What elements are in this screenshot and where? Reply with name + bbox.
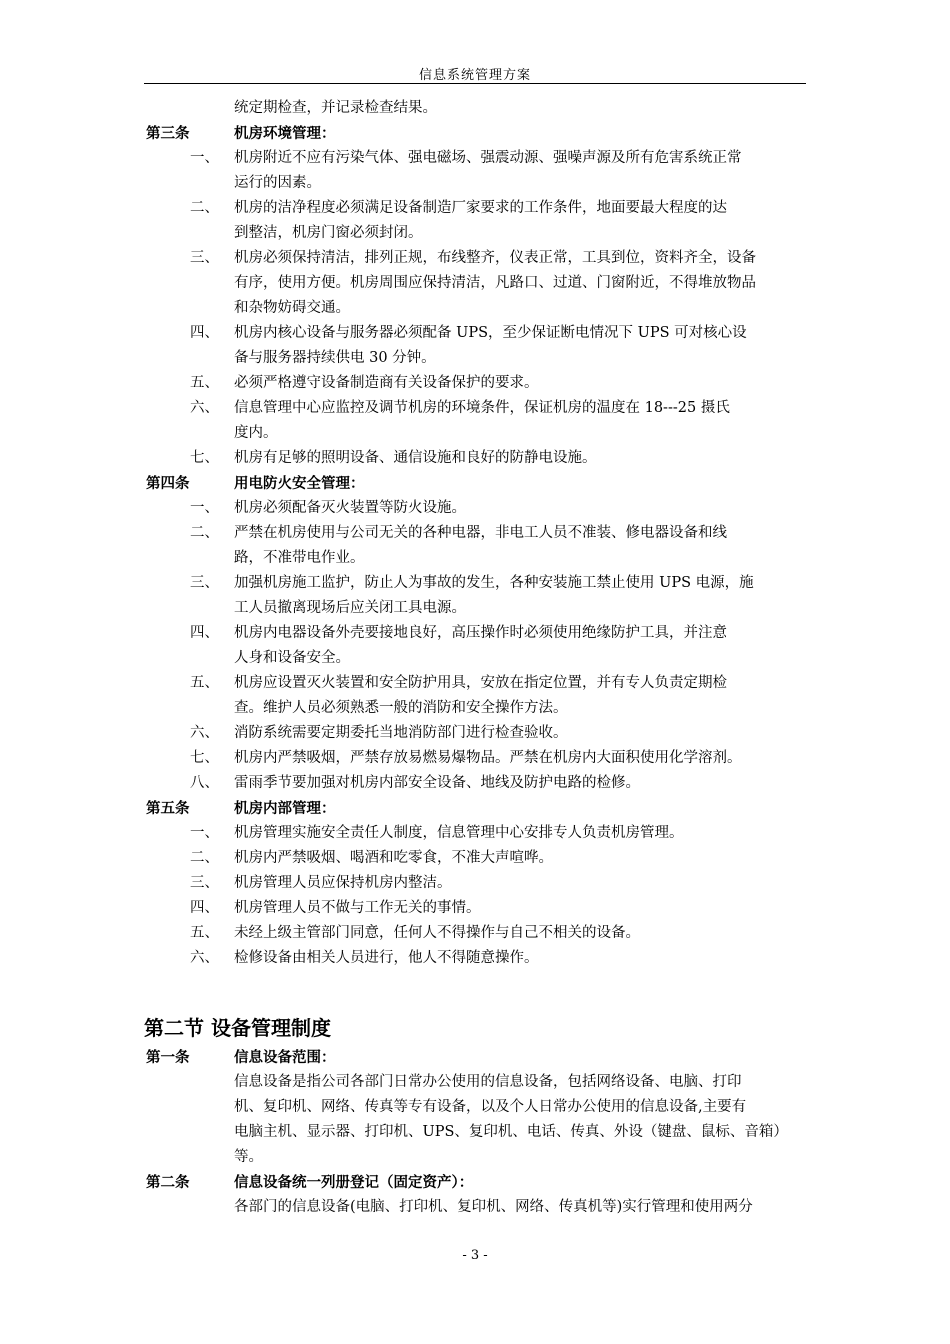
list-item bbox=[144, 921, 806, 946]
list-item bbox=[144, 846, 806, 871]
paragraph-line: 等。 bbox=[234, 1149, 263, 1165]
item-number: 五、 bbox=[190, 375, 219, 391]
item-number: 一、 bbox=[190, 150, 219, 166]
item-number: 八、 bbox=[190, 775, 219, 791]
page-header-title: 信息系统管理方案 bbox=[418, 68, 531, 83]
continuation-line: 统定期检查，并记录检查结果。 bbox=[234, 100, 437, 116]
item-number: 五、 bbox=[190, 925, 219, 941]
paragraph-line: 机、复印机、网络、传真等专有设备，以及个人日常办公使用的信息设备,主要有 bbox=[234, 1099, 747, 1115]
item-number: 六、 bbox=[190, 725, 219, 741]
article-label: 第三条 bbox=[146, 125, 190, 142]
item-number: 一、 bbox=[190, 825, 219, 841]
item-text-continued: 备与服务器持续供电 30 分钟。 bbox=[234, 350, 436, 366]
item-number: 三、 bbox=[190, 250, 219, 266]
item-text: 机房管理人员应保持机房内整洁。 bbox=[234, 875, 452, 891]
item-text: 消防系统需要定期委托当地消防部门进行检查验收。 bbox=[234, 725, 568, 741]
list-item bbox=[144, 371, 806, 396]
article-label: 第一条 bbox=[146, 1049, 190, 1066]
page-number: - 3 - bbox=[462, 1248, 488, 1263]
item-text: 机房管理人员不做与工作无关的事情。 bbox=[234, 900, 481, 916]
item-number: 二、 bbox=[190, 200, 219, 216]
list-item bbox=[144, 871, 806, 896]
item-text: 必须严格遵守设备制造商有关设备保护的要求。 bbox=[234, 375, 539, 391]
article-5-heading bbox=[144, 796, 806, 821]
list-item bbox=[144, 496, 806, 521]
item-number: 四、 bbox=[190, 625, 219, 641]
item-text: 机房内严禁吸烟、喝酒和吃零食，不准大声喧哗。 bbox=[234, 850, 553, 866]
section-heading: 第二节 设备管理制度 bbox=[144, 1016, 331, 1040]
article-label: 第二条 bbox=[146, 1174, 190, 1191]
item-text: 机房附近不应有污染气体、强电磁场、强震动源、强噪声源及所有危害系统正常 bbox=[234, 150, 742, 166]
item-number: 四、 bbox=[190, 325, 219, 341]
item-text: 信息管理中心应监控及调节机房的环境条件，保证机房的温度在 18---25 摄氏 bbox=[234, 400, 730, 416]
item-text: 检修设备由相关人员进行，他人不得随意操作。 bbox=[234, 950, 539, 966]
paragraph-line: 电脑主机、显示器、打印机、UPS、复印机、电话、传真、外设（键盘、鼠标、音箱） bbox=[234, 1124, 788, 1140]
article-label: 第五条 bbox=[146, 800, 190, 817]
item-text: 机房管理实施安全责任人制度，信息管理中心安排专人负责机房管理。 bbox=[234, 825, 684, 841]
item-number: 六、 bbox=[190, 400, 219, 416]
item-text-continued: 运行的因素。 bbox=[234, 175, 321, 191]
list-item bbox=[144, 721, 806, 746]
item-text-continued: 度内。 bbox=[234, 425, 278, 441]
article-title: 机房内部管理： bbox=[234, 800, 336, 817]
item-number: 四、 bbox=[190, 900, 219, 916]
item-text: 机房内严禁吸烟，严禁存放易燃易爆物品。严禁在机房内大面积使用化学溶剂。 bbox=[234, 750, 742, 766]
list-item bbox=[144, 446, 806, 471]
item-text: 严禁在机房使用与公司无关的各种电器，非电工人员不准装、修电器设备和线 bbox=[234, 525, 727, 541]
article-4-heading bbox=[144, 471, 806, 496]
item-text: 机房有足够的照明设备、通信设施和良好的防静电设施。 bbox=[234, 450, 597, 466]
item-number: 二、 bbox=[190, 850, 219, 866]
list-item bbox=[144, 746, 806, 771]
item-text: 机房必须保持清洁，排列正规，布线整齐，仪表正常，工具到位，资料齐全，设备 bbox=[234, 250, 756, 266]
item-text: 机房内核心设备与服务器必须配备 UPS，至少保证断电情况下 UPS 可对核心设 bbox=[234, 325, 747, 341]
item-number: 五、 bbox=[190, 675, 219, 691]
item-number: 七、 bbox=[190, 450, 219, 466]
item-text-continued: 查。维护人员必须熟悉一般的消防和安全操作方法。 bbox=[234, 700, 568, 716]
article-title: 信息设备统一列册登记（固定资产）： bbox=[234, 1174, 474, 1191]
item-number: 六、 bbox=[190, 950, 219, 966]
list-item bbox=[144, 821, 806, 846]
item-text: 机房应设置灭火装置和安全防护用具，安放在指定位置，并有专人负责定期检 bbox=[234, 675, 727, 691]
list-item bbox=[144, 621, 806, 646]
article-title: 信息设备范围： bbox=[234, 1049, 336, 1066]
list-item bbox=[144, 146, 806, 171]
header-divider bbox=[144, 83, 806, 84]
section2-article-2-heading bbox=[144, 1170, 806, 1195]
list-item bbox=[144, 946, 806, 971]
item-text-continued: 工人员撤离现场后应关闭工具电源。 bbox=[234, 600, 466, 616]
list-item bbox=[144, 571, 806, 596]
article-label: 第四条 bbox=[146, 475, 190, 492]
item-text-continued: 有序，使用方便。机房周围应保持清洁，凡路口、过道、门窗附近，不得堆放物品 bbox=[234, 275, 756, 291]
item-text-continued: 路，不准带电作业。 bbox=[234, 550, 365, 566]
section2-article-1-heading bbox=[144, 1045, 806, 1070]
item-text: 机房的洁净程度必须满足设备制造厂家要求的工作条件，地面要最大程度的达 bbox=[234, 200, 727, 216]
list-item bbox=[144, 396, 806, 421]
article-3-heading bbox=[144, 121, 806, 146]
section-gap bbox=[144, 971, 806, 1011]
item-text: 机房必须配备灭火装置等防火设施。 bbox=[234, 500, 466, 516]
item-number: 三、 bbox=[190, 575, 219, 591]
article-title: 机房环境管理： bbox=[234, 125, 336, 142]
document-body bbox=[144, 96, 806, 1220]
item-text: 加强机房施工监护，防止人为事故的发生，各种安装施工禁止使用 UPS 电源，施 bbox=[234, 575, 754, 591]
list-item bbox=[144, 771, 806, 796]
item-number: 三、 bbox=[190, 875, 219, 891]
list-item bbox=[144, 321, 806, 346]
item-text-continued: 到整洁，机房门窗必须封闭。 bbox=[234, 225, 423, 241]
article-title: 用电防火安全管理： bbox=[234, 475, 365, 492]
list-item bbox=[144, 521, 806, 546]
item-text: 未经上级主管部门同意，任何人不得操作与自己不相关的设备。 bbox=[234, 925, 640, 941]
list-item bbox=[144, 246, 806, 271]
item-number: 一、 bbox=[190, 500, 219, 516]
list-item bbox=[144, 671, 806, 696]
list-item bbox=[144, 196, 806, 221]
item-text-continued: 和杂物妨碍交通。 bbox=[234, 300, 350, 316]
item-number: 七、 bbox=[190, 750, 219, 766]
paragraph-line: 信息设备是指公司各部门日常办公使用的信息设备，包括网络设备、电脑、打印 bbox=[234, 1074, 742, 1090]
list-item bbox=[144, 896, 806, 921]
item-text-continued: 人身和设备安全。 bbox=[234, 650, 350, 666]
paragraph-line: 各部门的信息设备(电脑、打印机、复印机、网络、传真机等)实行管理和使用两分 bbox=[234, 1199, 753, 1215]
item-number: 二、 bbox=[190, 525, 219, 541]
item-text: 雷雨季节要加强对机房内部安全设备、地线及防护电路的检修。 bbox=[234, 775, 640, 791]
item-text: 机房内电器设备外壳要接地良好，高压操作时必须使用绝缘防护工具，并注意 bbox=[234, 625, 727, 641]
